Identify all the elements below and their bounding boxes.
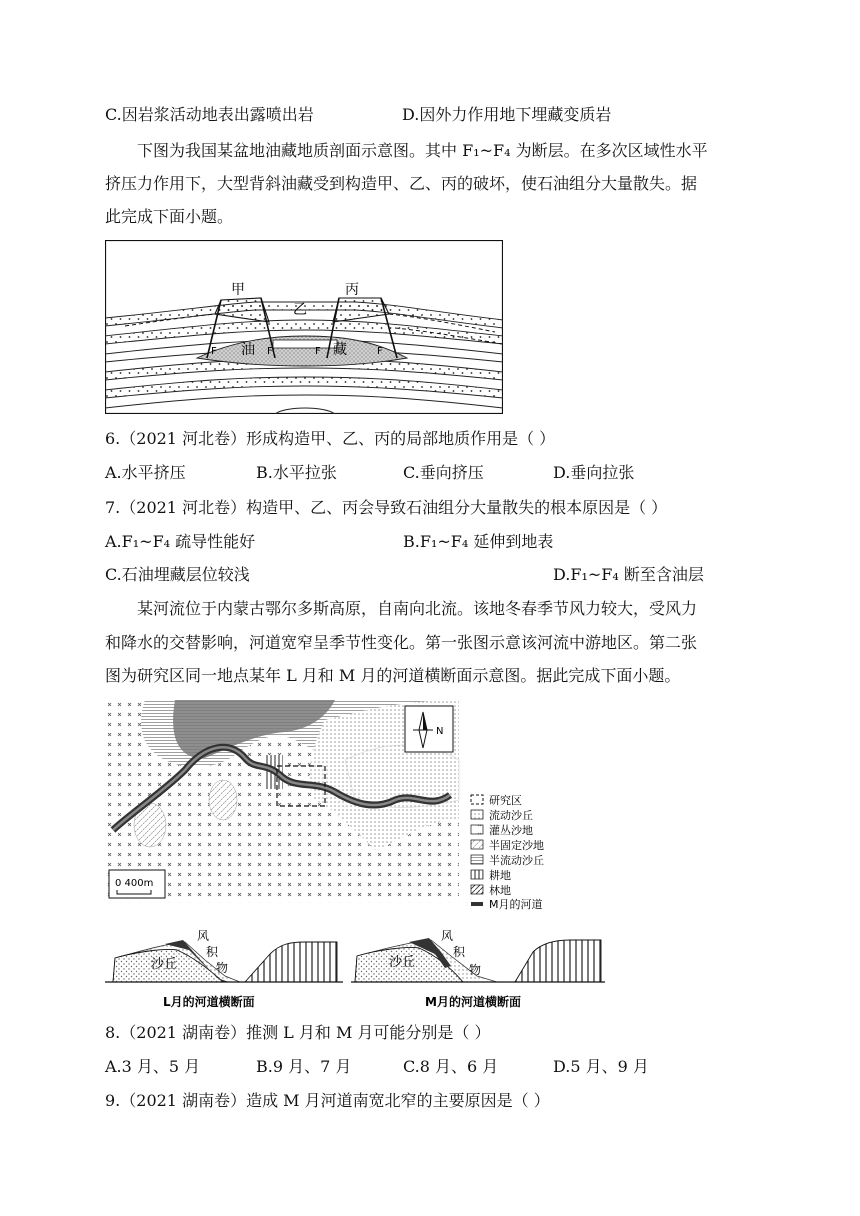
question-8-option-a: A.3 月、5 月 [105,1057,201,1076]
m-wind-label: 风 [441,929,454,943]
label-jia: 甲 [231,282,245,298]
river-cross-sections-figure [105,920,605,1012]
l-dune-label: 沙丘 [151,957,178,972]
map-legend [471,793,544,910]
label-fault-2: F [267,346,273,357]
legend-forest: 林地 [489,884,511,897]
question-6-stem: 6.（2021 河北卷）形成构造甲、乙、丙的局部地质作用是（ ） [105,429,556,448]
label-oil: 油 [241,342,255,358]
question-6-option-a: A.水平挤压 [105,463,186,482]
label-fault-1: F [211,346,217,357]
l-wind-label: 风 [197,929,210,943]
l-section-caption: L月的河道横断面 [163,995,255,1009]
option-d: D.因外力作用地下埋藏变质岩 [402,105,612,124]
question-6-option-d: D.垂向拉张 [553,463,635,482]
question-6-option-c: C.垂向挤压 [403,463,484,482]
label-reservoir: 藏 [333,342,347,358]
m-section-caption: M月的河道横断面 [425,995,521,1009]
m-month-section [351,929,605,1009]
legend-m-month-river: M月的河道 [489,898,543,910]
legend-semi-flowing-dune: 半流动沙丘 [489,854,544,867]
label-yi: 乙 [293,302,307,318]
intro-paragraph-2-line-3: 图为研究区同一地点某年 L 月和 M 月的河道横断面示意图。据此完成下面小题。 [105,666,681,685]
intro-paragraph-2-line-1: 某河流位于内蒙古鄂尔多斯高原，自南向北流。该地冬春季节风力较大，受风力 [137,599,698,618]
question-7-option-d: D.F₁~F₄ 断至含油层 [553,565,704,584]
river-midstream-map-figure [105,700,565,910]
legend-semi-fixed-sand: 半固定沙地 [489,839,544,852]
m-material-label: 物 [469,963,482,977]
m-deposit-label: 积 [453,945,466,959]
legend-flowing-dune: 流动沙丘 [489,809,533,822]
north-label: N [436,726,444,737]
question-7-option-b: B.F₁~F₄ 延伸到地表 [403,532,554,551]
l-material-label: 物 [216,961,229,975]
legend-study-area: 研究区 [489,794,522,807]
scale-label: 0 400m [115,878,154,889]
m-dune-label: 沙丘 [389,955,416,970]
question-9-stem: 9.（2021 湖南卷）造成 M 月河道南宽北窄的主要原因是（ ） [105,1091,550,1110]
oil-reservoir-cross-section-figure [105,240,503,414]
option-c: C.因岩浆活动地表出露喷出岩 [105,105,314,124]
question-8-stem: 8.（2021 湖南卷）推测 L 月和 M 月可能分别是（ ） [105,1023,491,1042]
label-fault-4: F [377,346,383,357]
question-8-option-b: B.9 月、7 月 [256,1057,352,1076]
question-7-option-c: C.石油埋藏层位较浅 [105,565,250,584]
legend-shrub-sand: 灌丛沙地 [489,824,533,837]
legend-farmland: 耕地 [489,869,511,882]
label-fault-3: F [315,346,321,357]
intro-paragraph-1-line-2: 挤压力作用下，大型背斜油藏受到构造甲、乙、丙的破坏，使石油组分大量散失。据 [105,174,698,193]
question-7-option-a: A.F₁~F₄ 疏导性能好 [105,532,256,551]
question-7-stem: 7.（2021 河北卷）构造甲、乙、丙会导致石油组分大量散失的根本原因是（ ） [105,498,668,517]
l-deposit-label: 积 [206,945,219,959]
intro-paragraph-1-line-3: 此完成下面小题。 [105,207,234,226]
question-6-option-b: B.水平拉张 [256,463,337,482]
question-8-option-d: D.5 月、9 月 [553,1057,649,1076]
intro-paragraph-1-line-1: 下图为我国某盆地油藏地质剖面示意图。其中 F₁~F₄ 为断层。在多次区域性水平 [137,141,708,160]
l-month-section [105,929,343,1009]
question-8-option-c: C.8 月、6 月 [403,1057,499,1076]
intro-paragraph-2-line-2: 和降水的交替影响，河道宽窄呈季节性变化。第一张图示意该河流中游地区。第二张 [105,633,698,652]
label-bing: 丙 [345,282,359,298]
